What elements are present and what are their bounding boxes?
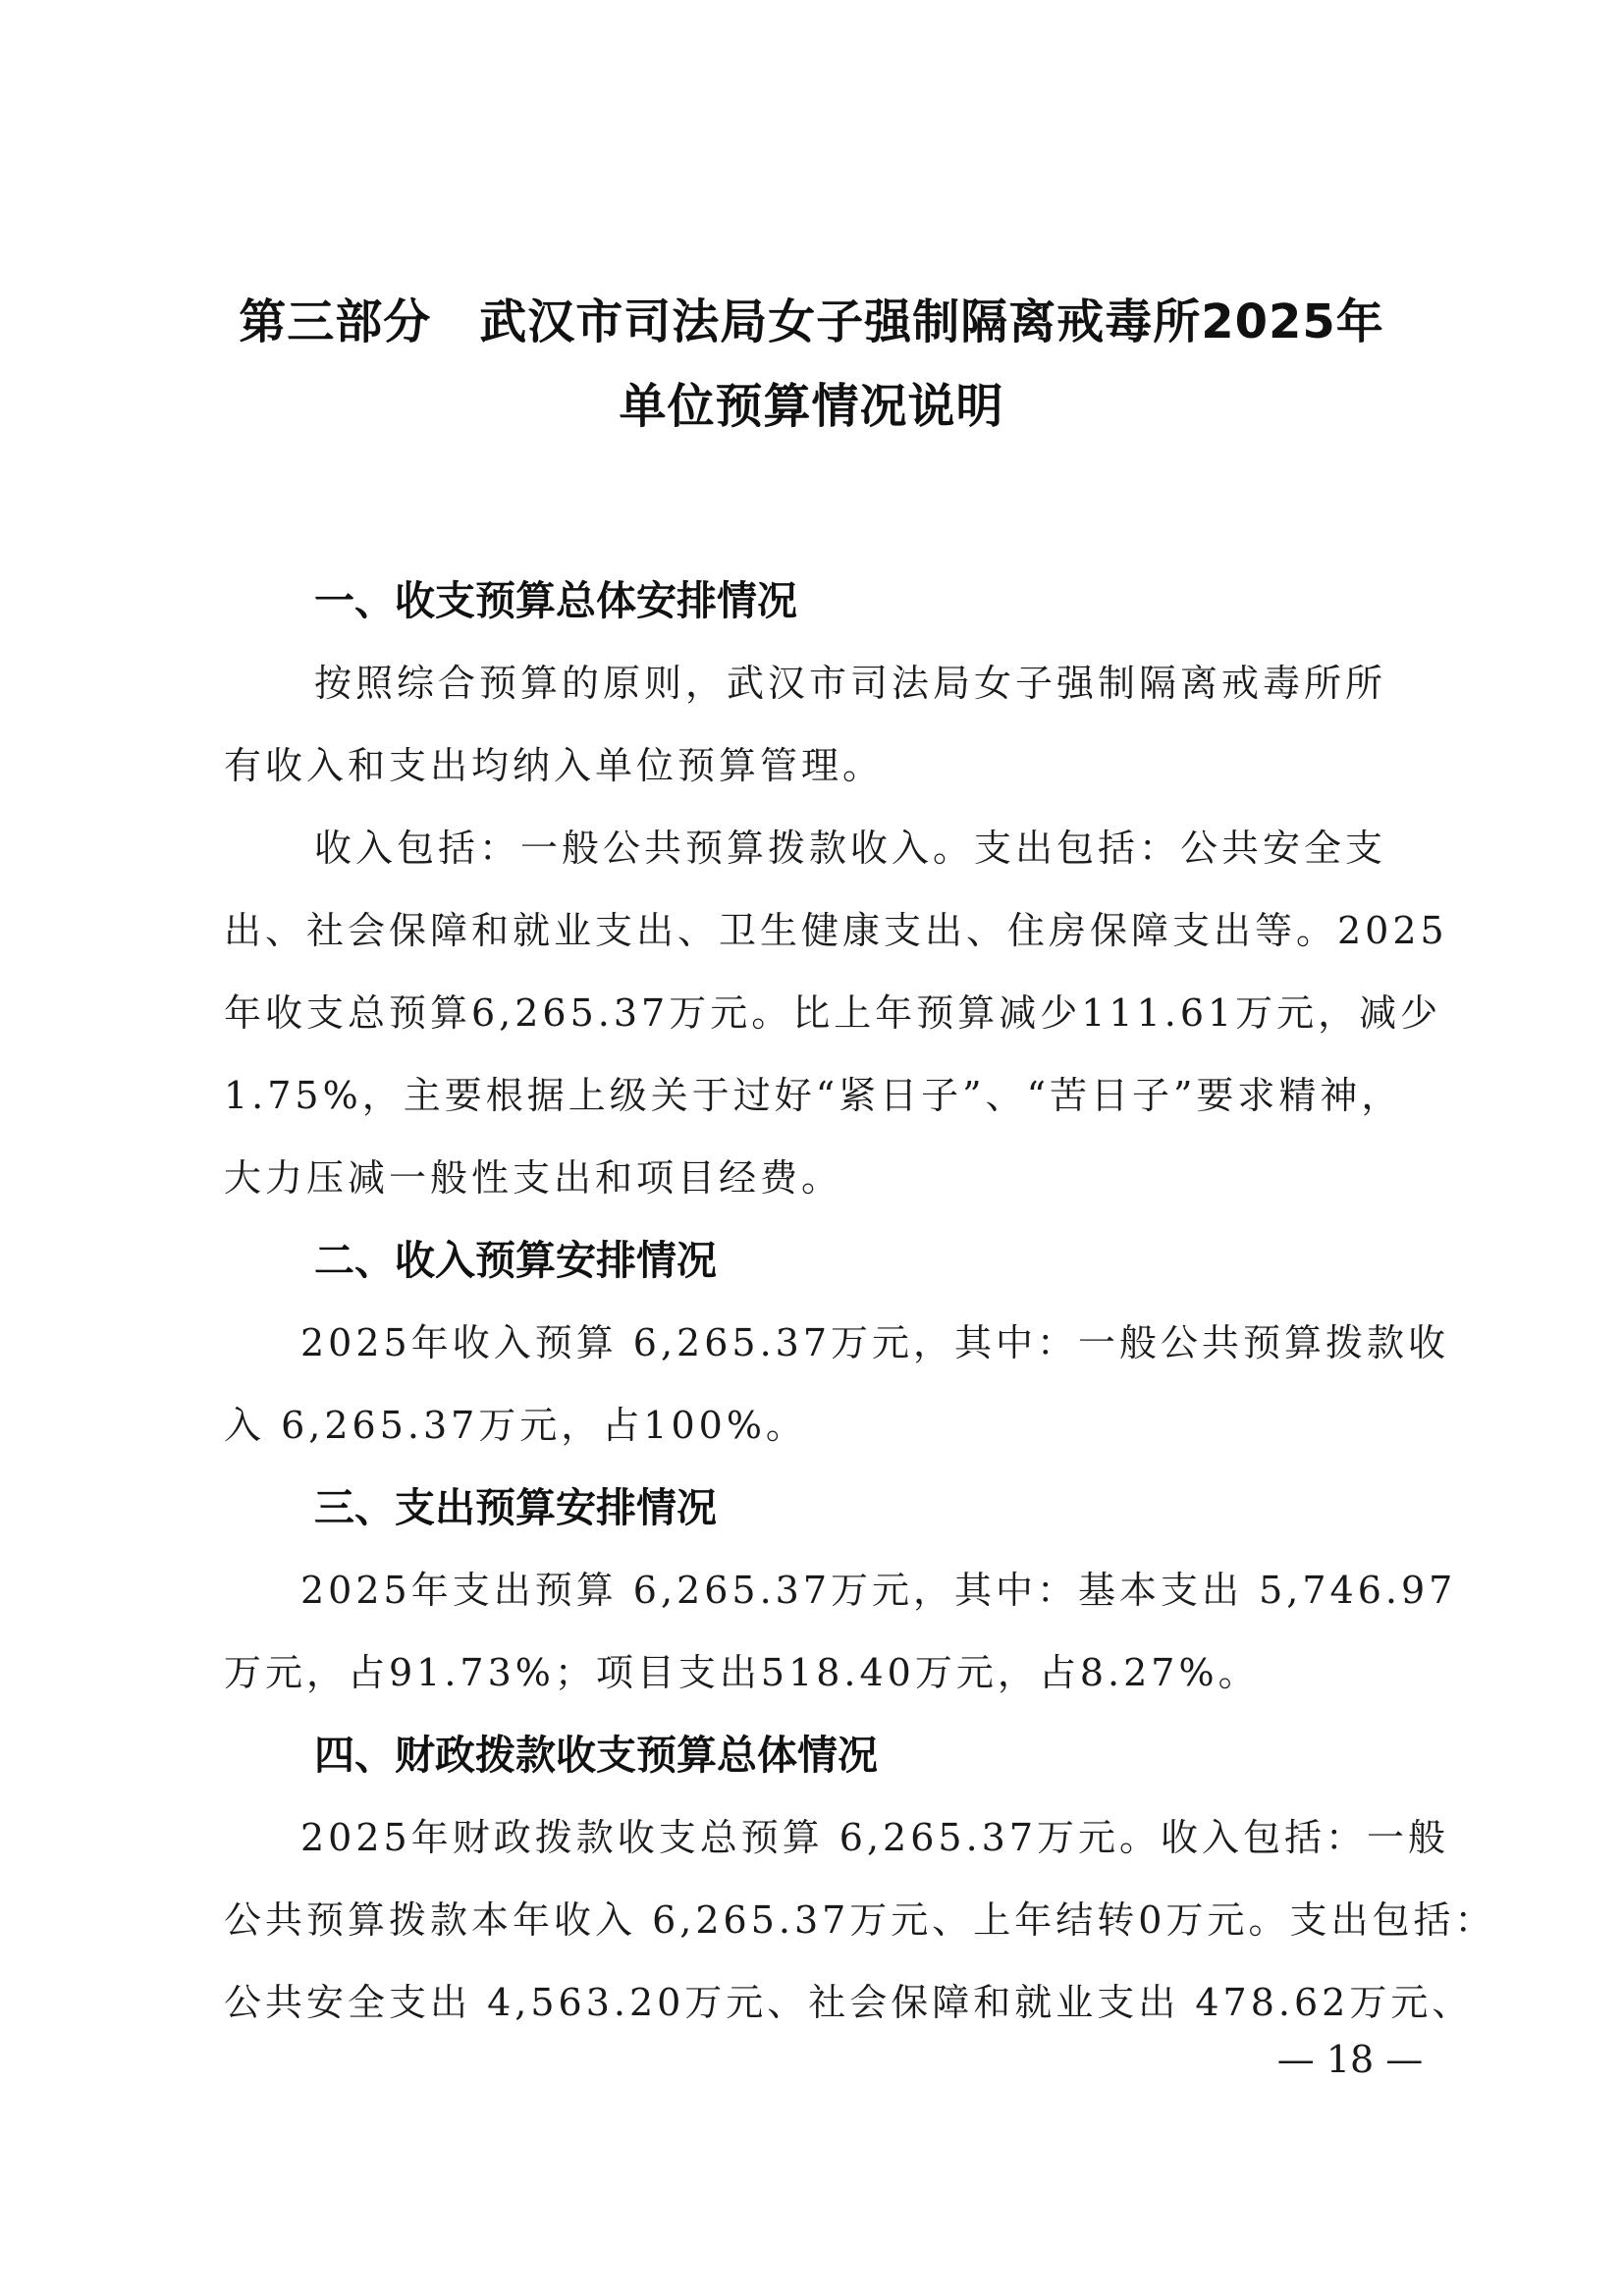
section-heading-3: 三、支出预算安排情况 <box>314 1484 717 1531</box>
paragraph-line: 大力压减一般性支出和项目经费。 <box>224 1156 843 1200</box>
paragraph-line: 公共安全支出 4,563.20万元、社会保障和就业支出 478.62万元、 <box>224 1981 1474 2024</box>
paragraph-line: 年收支总预算6,265.37万元。比上年预算减少111.61万元，减少 <box>224 991 1442 1035</box>
paragraph-line: 2025年财政拨款收支总预算 6,265.37万元。收入包括：一般 <box>300 1816 1450 1859</box>
page-number: — 18 — <box>1276 2038 1424 2081</box>
paragraph-line: 1.75%，主要根据上级关于过好“紧日子”、“苦日子”要求精神， <box>224 1074 1403 1117</box>
paragraph-line: 入 6,265.37万元，占100%。 <box>224 1404 807 1447</box>
paragraph-line: 按照综合预算的原则，武汉市司法局女子强制隔离戒毒所所 <box>314 662 1387 705</box>
section-heading-4: 四、财政拨款收支预算总体情况 <box>314 1732 878 1779</box>
paragraph-line: 收入包括：一般公共预算拨款收入。支出包括：公共安全支 <box>314 827 1387 870</box>
paragraph-line: 2025年支出预算 6,265.37万元，其中：基本支出 5,746.97 <box>300 1569 1457 1612</box>
paragraph-line: 万元，占91.73%；项目支出518.40万元，占8.27%。 <box>224 1651 1260 1694</box>
page-title-line-2: 单位预算情况说明 <box>619 379 1004 434</box>
paragraph-line: 出、社会保障和就业支出、卫生健康支出、住房保障支出等。2025 <box>224 909 1448 952</box>
paragraph-line: 有收入和支出均纳入单位预算管理。 <box>224 744 885 787</box>
paragraph-line: 2025年收入预算 6,265.37万元，其中：一般公共预算拨款收 <box>300 1321 1450 1364</box>
paragraph-line: 公共预算拨款本年收入 6,265.37万元、上年结转0万元。支出包括： <box>224 1898 1496 1942</box>
page-title-line-1: 第三部分 武汉市司法局女子强制隔离戒毒所2025年 <box>239 294 1384 349</box>
section-heading-2: 二、收入预算安排情况 <box>314 1237 717 1284</box>
section-heading-1: 一、收支预算总体安排情况 <box>314 577 797 624</box>
